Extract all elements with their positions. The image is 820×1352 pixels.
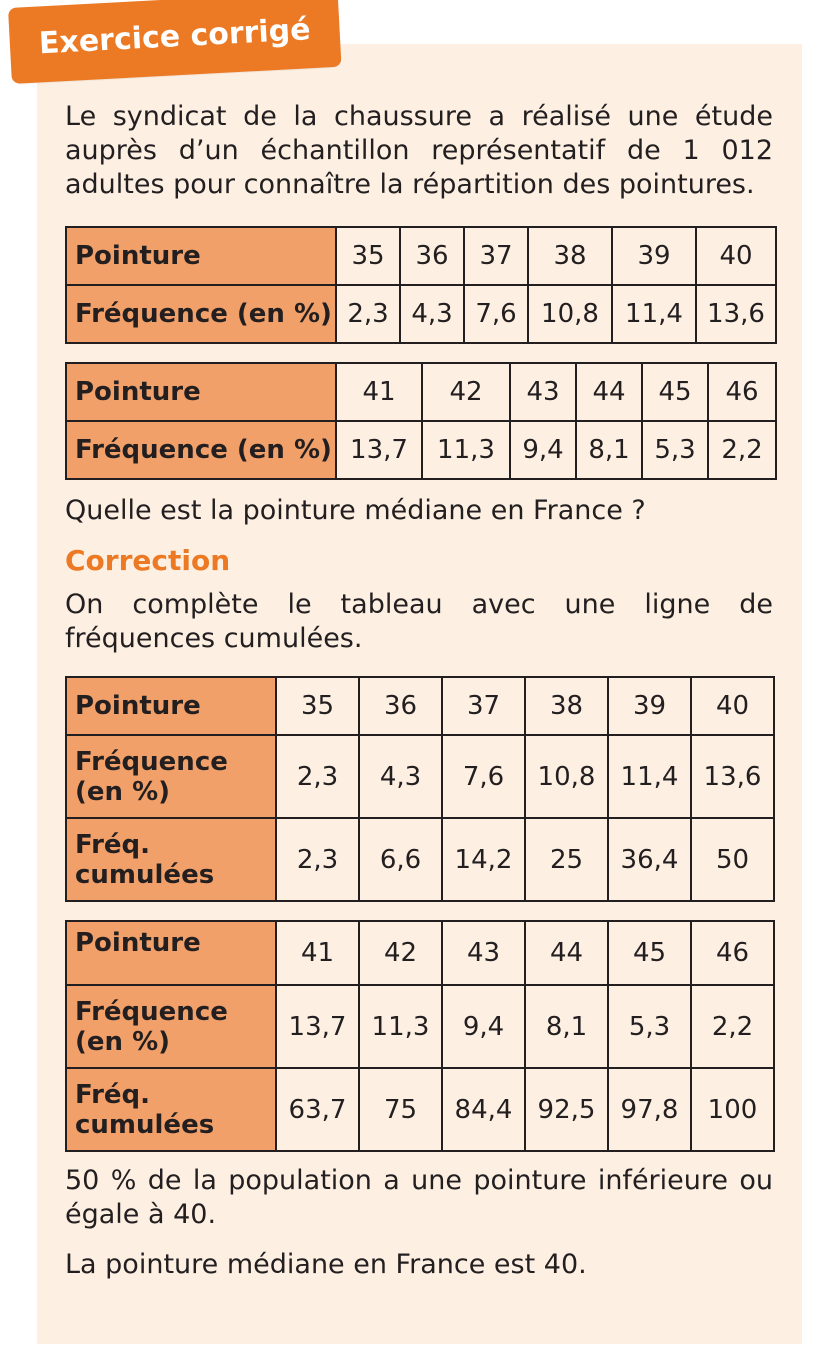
row-label-frequence: Fréquence (en %) xyxy=(66,285,336,343)
table-cell: 84,4 xyxy=(442,1068,525,1151)
table-row xyxy=(66,921,774,985)
table-cell: 8,1 xyxy=(525,985,608,1068)
table-cell: 5,3 xyxy=(608,985,691,1068)
table-cell: 35 xyxy=(336,227,400,285)
table-cell: 2,3 xyxy=(276,818,359,901)
table-cell: 7,6 xyxy=(442,735,525,818)
table-cell: 25 xyxy=(525,818,608,901)
table-row xyxy=(66,285,776,343)
question-text: Quelle est la pointure médiane en France ? xyxy=(65,495,646,526)
correction-title: Correction xyxy=(65,544,231,577)
table-cell: 10,8 xyxy=(528,285,612,343)
table-row xyxy=(66,363,776,421)
table-cell: 42 xyxy=(422,363,510,421)
table-cell: 41 xyxy=(276,921,359,985)
table-cell: 39 xyxy=(608,677,691,735)
table-cell: 45 xyxy=(642,363,708,421)
table-cell: 6,6 xyxy=(359,818,442,901)
table-cell: 4,3 xyxy=(400,285,464,343)
exercise-content xyxy=(65,100,773,1282)
label-line: Fréquence xyxy=(75,746,228,777)
label-line: Fréq. xyxy=(75,829,151,860)
table-frequencies-1 xyxy=(65,226,777,344)
table-frequencies-2 xyxy=(65,362,777,480)
table-row xyxy=(66,677,774,735)
table-cumulative-1 xyxy=(65,676,775,902)
label-line: Fréquence xyxy=(75,996,228,1027)
conclusion-text: 50 % de la population a une pointure inférieure ou égale à 40. xyxy=(65,1165,773,1230)
table-cell: 9,4 xyxy=(510,421,576,479)
label-line: cumulées xyxy=(75,859,215,890)
table-cell: 38 xyxy=(528,227,612,285)
table-cell: 2,3 xyxy=(276,735,359,818)
table-cell: 92,5 xyxy=(525,1068,608,1151)
table-cell: 14,2 xyxy=(442,818,525,901)
label-line: (en %) xyxy=(75,1026,171,1057)
label-line: (en %) xyxy=(75,776,171,807)
table-row xyxy=(66,421,776,479)
conclusion-answer: La pointure médiane en France est 40. xyxy=(65,1249,587,1280)
table-row xyxy=(66,735,774,818)
table-cell: 41 xyxy=(336,363,422,421)
table-cell: 45 xyxy=(608,921,691,985)
row-label-frequence xyxy=(66,985,276,1068)
table-cell: 11,3 xyxy=(359,985,442,1068)
table-cell: 13,6 xyxy=(691,735,774,818)
row-label-frequence xyxy=(66,735,276,818)
table-cell: 43 xyxy=(442,921,525,985)
table-cell: 35 xyxy=(276,677,359,735)
table-row xyxy=(66,227,776,285)
table-cell: 37 xyxy=(464,227,528,285)
row-label-cumulees xyxy=(66,1068,276,1151)
table-cell: 46 xyxy=(708,363,776,421)
table-cell: 63,7 xyxy=(276,1068,359,1151)
table-cell: 50 xyxy=(691,818,774,901)
table-cell: 4,3 xyxy=(359,735,442,818)
table-cell: 37 xyxy=(442,677,525,735)
row-label-pointure: Pointure xyxy=(66,363,336,421)
label-line: Fréq. xyxy=(75,1079,151,1110)
table-cell: 43 xyxy=(510,363,576,421)
table-cell: 13,7 xyxy=(276,985,359,1068)
table-cell: 44 xyxy=(525,921,608,985)
table-cell: 8,1 xyxy=(576,421,642,479)
table-cell: 2,2 xyxy=(708,421,776,479)
table-cell: 11,3 xyxy=(422,421,510,479)
table-cell: 13,6 xyxy=(696,285,776,343)
table-cell: 100 xyxy=(691,1068,774,1151)
table-cell: 13,7 xyxy=(336,421,422,479)
table-cell: 11,4 xyxy=(612,285,696,343)
table-cell: 40 xyxy=(691,677,774,735)
table-cell: 38 xyxy=(525,677,608,735)
table-row xyxy=(66,818,774,901)
table-cell: 75 xyxy=(359,1068,442,1151)
table-cell: 97,8 xyxy=(608,1068,691,1151)
table-row xyxy=(66,1068,774,1151)
table-cell: 39 xyxy=(612,227,696,285)
table-cell: 36,4 xyxy=(608,818,691,901)
table-cell: 36 xyxy=(359,677,442,735)
row-label-frequence: Fréquence (en %) xyxy=(66,421,336,479)
table-cell: 7,6 xyxy=(464,285,528,343)
row-label-pointure: Pointure xyxy=(66,921,276,985)
exercise-banner: Exercice corrigé xyxy=(8,0,342,84)
row-label-pointure: Pointure xyxy=(66,677,276,735)
table-cell: 36 xyxy=(400,227,464,285)
table-cumulative-2 xyxy=(65,920,775,1152)
table-cell: 44 xyxy=(576,363,642,421)
table-cell: 11,4 xyxy=(608,735,691,818)
table-row xyxy=(66,985,774,1068)
table-cell: 10,8 xyxy=(525,735,608,818)
table-cell: 40 xyxy=(696,227,776,285)
table-cell: 2,3 xyxy=(336,285,400,343)
table-cell: 46 xyxy=(691,921,774,985)
row-label-pointure: Pointure xyxy=(66,227,336,285)
intro-text: Le syndicat de la chaussure a réalisé une étude auprès d’un échantillon représentatif de 1 012 adultes pour connaître la répartition des pointures. xyxy=(65,101,773,200)
correction-text: On complète le tableau avec une ligne de fréquences cumulées. xyxy=(65,589,773,654)
table-cell: 5,3 xyxy=(642,421,708,479)
label-line: cumulées xyxy=(75,1109,215,1140)
table-cell: 2,2 xyxy=(691,985,774,1068)
table-cell: 9,4 xyxy=(442,985,525,1068)
row-label-cumulees xyxy=(66,818,276,901)
table-cell: 42 xyxy=(359,921,442,985)
